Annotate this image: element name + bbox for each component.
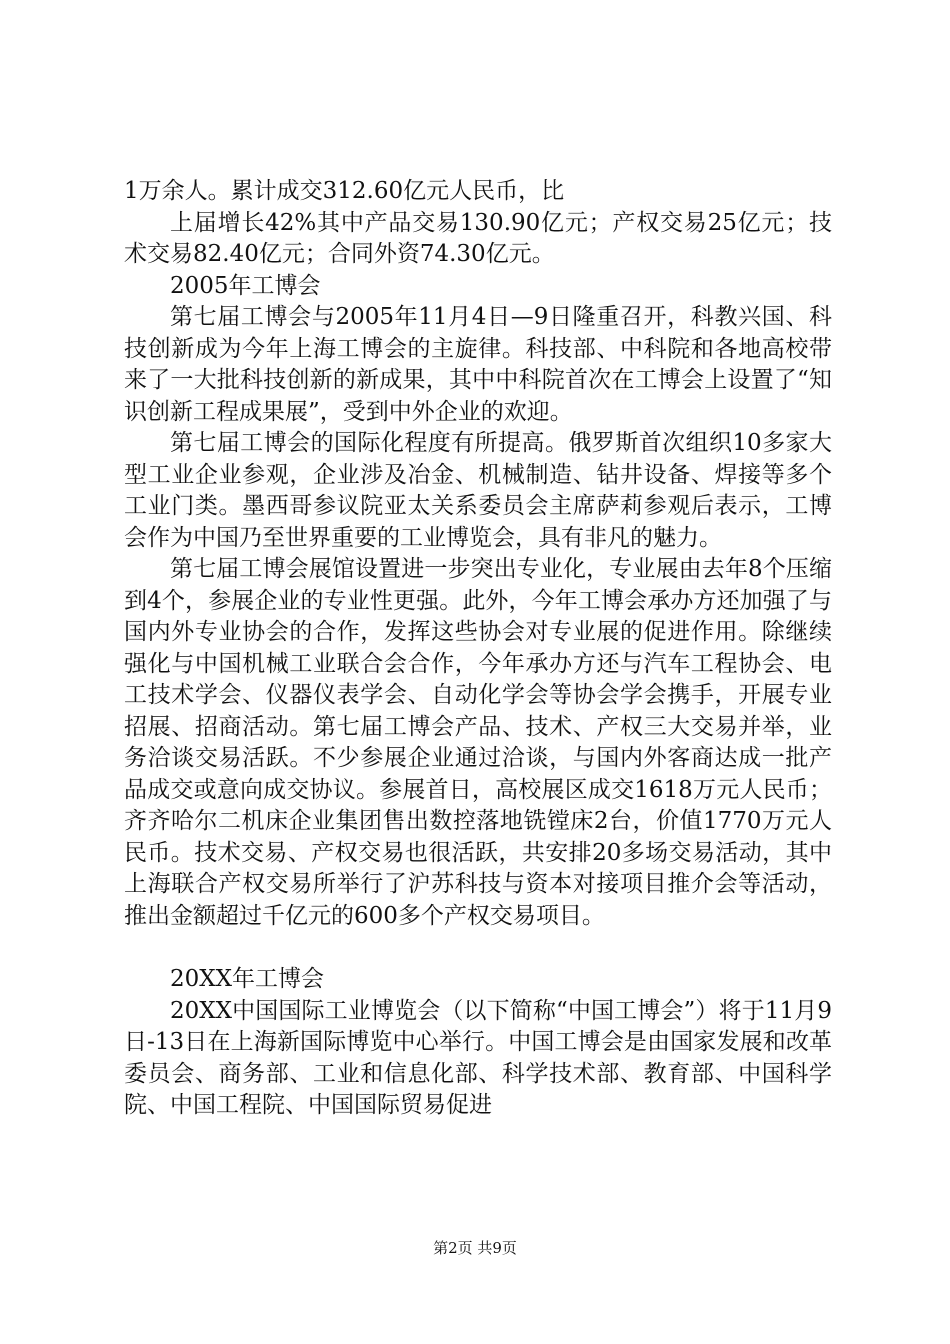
paragraph-gap <box>124 932 832 964</box>
document-body <box>124 176 832 1122</box>
paragraph-seventh-expo-intro: 第七届工博会与2005年11月4日—9日隆重召开，科教兴国、科技创新成为今年上海工博会的主旋律。科技部、中科院和各地高校带来了一大批科技创新的新成果，其中中科院首次在工博会上设置了“知识创新工程成果展”，受到中外企业的欢迎。 <box>124 304 832 425</box>
page-footer: 第2页 共9页 <box>433 1239 517 1257</box>
section-heading-2005: 2005年工博会 <box>170 272 321 299</box>
paragraph-trade-stats: 上届增长42%其中产品交易130.90亿元；产权交易25亿元；技术交易82.40亿元；合同外资74.30亿元。 <box>124 209 832 267</box>
paragraph-continuation: 1万余人。累计成交312.60亿元人民币，比 <box>124 178 565 204</box>
section-heading-20xx: 20XX年工博会 <box>170 966 325 992</box>
paragraph-internationalization: 第七届工博会的国际化程度有所提高。俄罗斯首次组织10多家大型工业企业参观，企业涉及冶金、机械制造、钻井设备、焊接等多个工业门类。墨西哥参议院亚太关系委员会主席萨莉参观后表示，工博会作为中国乃至世界重要的工业博览会，具有非凡的魅力。 <box>124 430 832 551</box>
paragraph-specialization: 第七届工博会展馆设置进一步突出专业化，专业展由去年8个压缩到4个，参展企业的专业性更强。此外，今年工博会承办方还加强了与国内外专业协会的合作，发挥这些协会对专业展的促进作用。除继续强化与中国机械工业联合会合作，今年承办方还与汽车工程协会、电工技术学会、仪器仪表学会、自动化学会等协会学会携手，开展专业招展、招商活动。第七届工博会产品、技术、产权三大交易并举，业务洽谈交易活跃。不少参展企业通过洽谈，与国内外客商达成一批产品成交或意向成交协议。参展首日，高校展区成交1618万元人民币；齐齐哈尔二机床企业集团售出数控落地铣镗床2台，价值1770万元人民币。技术交易、产权交易也很活跃，共安排20多场交易活动，其中上海联合产权交易所举行了沪苏科技与资本对接项目推介会等活动，推出金额超过千亿元的600多个产权交易项目。 <box>124 556 832 929</box>
paragraph-20xx-intro: 20XX中国国际工业博览会（以下简称“中国工博会”）将于11月9日-13日在上海新国际博览中心举行。中国工博会是由国家发展和改革委员会、商务部、工业和信息化部、科学技术部、教育部、中国科学院、中国工程院、中国国际贸易促进 <box>124 997 832 1118</box>
